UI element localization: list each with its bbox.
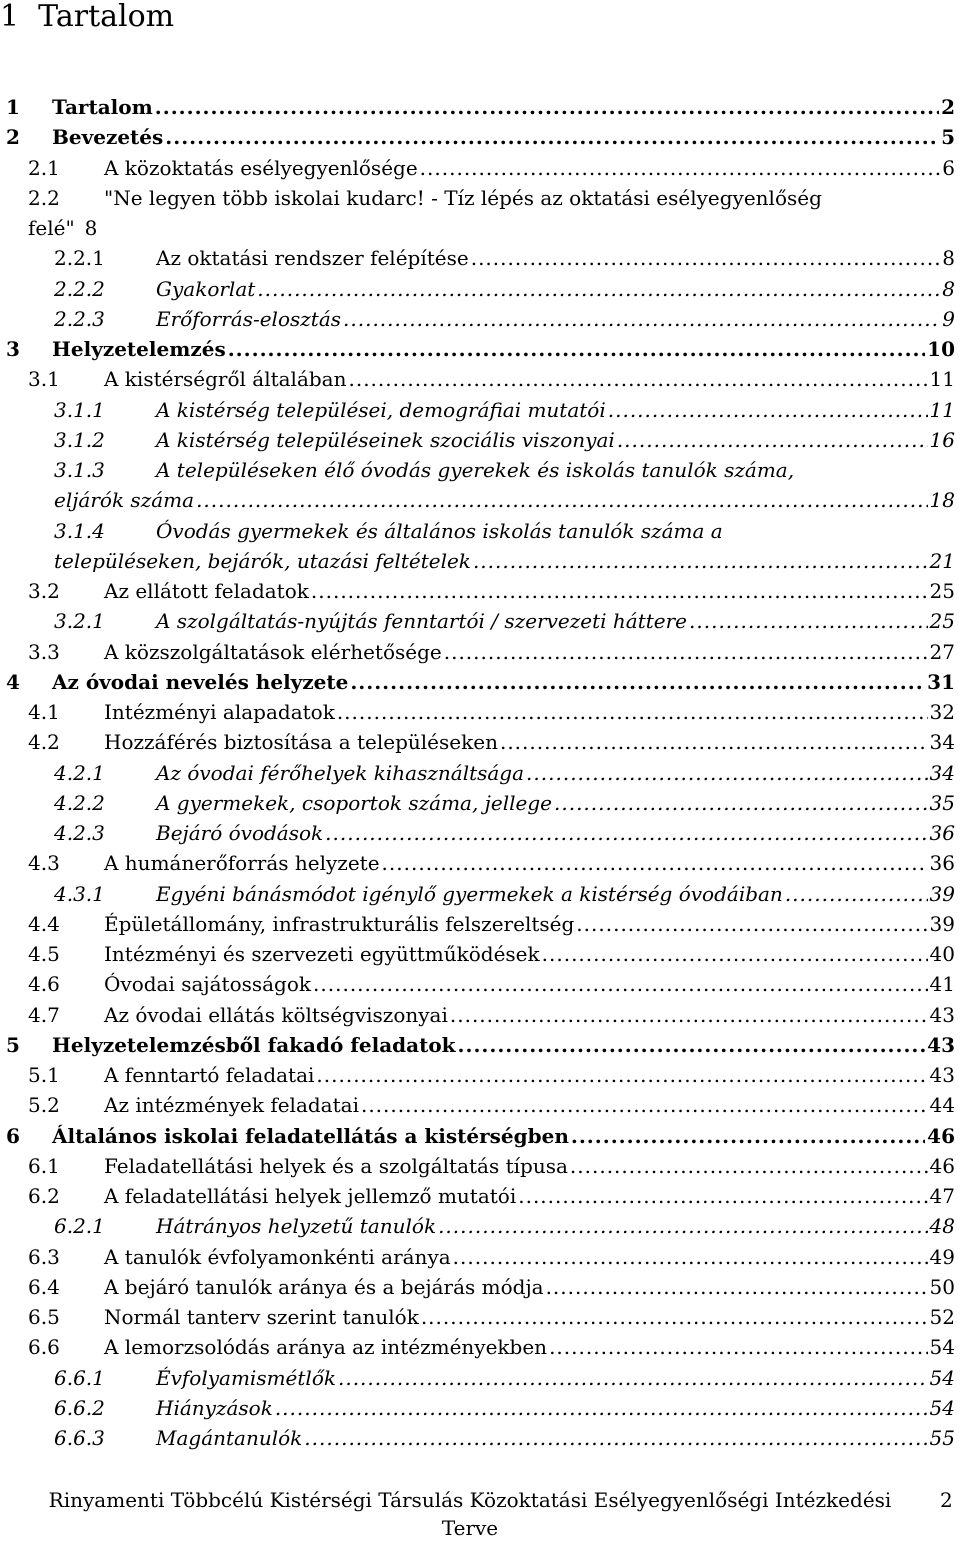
toc-entry-page: 36	[929, 821, 955, 845]
dot-leader	[450, 1000, 928, 1030]
toc-entry-title: Az ellátott feladatok	[104, 579, 309, 603]
toc-entry-title: Feladatellátási helyek és a szolgáltatás típusa	[104, 1153, 568, 1178]
toc-entry[interactable]	[0, 243, 960, 273]
toc-entry-title: A közszolgáltatások elérhetősége	[104, 639, 442, 664]
toc-entry[interactable]	[0, 153, 960, 183]
toc-entry-number: 3.1.2	[54, 427, 105, 452]
toc-entry-title: Óvodás gyermekek és általános iskolás tanulók száma a	[156, 518, 723, 543]
toc-entry-number: 2.2.1	[54, 246, 105, 271]
toc-entry-title: Helyzetelemzés	[52, 337, 226, 361]
toc-entry-title: eljárók száma	[54, 488, 195, 513]
toc-entry-page: 43	[927, 1032, 955, 1057]
toc-entry[interactable]	[0, 485, 960, 515]
toc-entry-title: Gyakorlat	[156, 276, 256, 301]
toc-entry-title: Hiányzások	[156, 1395, 273, 1420]
toc-entry[interactable]	[0, 304, 960, 334]
toc-entry-number: 2.2.2	[54, 276, 105, 301]
dot-leader	[350, 667, 925, 697]
table-of-contents	[0, 92, 960, 1453]
toc-entry-number: 6.6	[28, 1335, 60, 1360]
toc-entry-number: 6.2.1	[54, 1214, 105, 1239]
toc-entry-number: 3.1	[28, 367, 60, 392]
toc-entry-page: 10	[927, 337, 955, 361]
toc-entry-title: Magántanulók	[156, 1426, 303, 1450]
toc-entry[interactable]	[0, 1030, 960, 1060]
dot-leader	[453, 1242, 928, 1272]
toc-entry[interactable]	[0, 122, 960, 152]
toc-entry-page: 32	[929, 700, 955, 724]
toc-entry-number: 3	[6, 337, 20, 361]
toc-entry[interactable]	[0, 92, 960, 122]
toc-entry-number: 4.5	[28, 942, 60, 966]
dot-leader	[361, 1090, 928, 1120]
toc-entry-number: 2	[6, 125, 20, 150]
dot-leader	[554, 788, 928, 818]
toc-entry-page: 11	[929, 397, 955, 422]
toc-entry-title: A fenntartó feladatai	[104, 1063, 315, 1087]
toc-entry-title: Bevezetés	[52, 125, 164, 150]
toc-entry-title: A kistérségről általában	[104, 367, 347, 392]
dot-leader	[165, 122, 939, 152]
toc-entry[interactable]	[0, 606, 960, 636]
toc-entry-page: 16	[929, 427, 955, 452]
toc-entry-title: településeken, bejárók, utazási feltételek	[54, 548, 471, 573]
toc-entry-page: 41	[929, 972, 955, 997]
dot-leader	[325, 818, 927, 848]
toc-entry-page: 40	[929, 942, 955, 966]
toc-entry[interactable]	[0, 1423, 960, 1453]
toc-entry-title: A tanulók évfolyamonkénti aránya	[104, 1244, 451, 1269]
toc-entry-page: 43	[929, 1002, 955, 1027]
toc-entry[interactable]	[0, 1363, 960, 1393]
toc-entry-title: Az intézmények feladatai	[104, 1093, 359, 1118]
dot-leader	[500, 727, 928, 757]
toc-entry-number: 6.5	[28, 1305, 60, 1329]
toc-entry-page: 9	[942, 306, 955, 331]
toc-entry[interactable]	[0, 637, 960, 667]
toc-entry-page: 39	[929, 911, 955, 936]
toc-entry[interactable]	[0, 1393, 960, 1423]
toc-entry[interactable]	[0, 364, 960, 394]
dot-leader	[421, 1302, 928, 1332]
toc-entry-number: 6.2	[28, 1184, 60, 1208]
toc-entry[interactable]	[0, 213, 960, 243]
toc-entry-page: 34	[929, 760, 955, 785]
toc-entry-number: 1	[6, 95, 20, 119]
toc-entry[interactable]	[0, 758, 960, 788]
toc-entry-title: A feladatellátási helyek jellemző mutatói	[104, 1184, 517, 1208]
toc-entry-title: Az óvodai ellátás költségviszonyai	[104, 1002, 448, 1027]
dot-leader	[438, 1211, 927, 1241]
toc-entry-page: 48	[929, 1214, 955, 1239]
toc-entry[interactable]	[0, 274, 960, 304]
dot-leader	[608, 395, 928, 425]
toc-entry[interactable]	[0, 183, 960, 213]
toc-entry[interactable]	[0, 395, 960, 425]
toc-entry[interactable]	[0, 1000, 960, 1030]
toc-entry[interactable]	[0, 1090, 960, 1120]
page-title	[0, 0, 174, 34]
toc-entry-title: Általános iskolai feladatellátás a kistérségben	[52, 1123, 569, 1148]
toc-entry-title: Évfolyamismétlők	[156, 1365, 336, 1390]
toc-entry-page: 54	[929, 1335, 955, 1360]
toc-entry-number: 3.1.1	[54, 397, 105, 422]
toc-entry-title: Épületállomány, infrastrukturális felszereltség	[104, 911, 575, 936]
toc-entry-number: 4.1	[28, 700, 60, 724]
toc-entry-title: Hátrányos helyzetű tanulók	[156, 1214, 437, 1239]
dot-leader	[571, 1121, 925, 1151]
toc-entry-number: 6.6.1	[54, 1365, 105, 1390]
toc-entry-title: A közoktatás esélyegyenlősége	[104, 155, 418, 180]
toc-entry-page: 27	[929, 639, 955, 664]
toc-entry-number: 6.3	[28, 1244, 60, 1269]
toc-entry-number: 4.3.1	[54, 881, 105, 906]
dot-leader	[549, 1332, 927, 1362]
toc-entry-number: 4.3	[28, 851, 60, 876]
toc-entry-page: 34	[929, 730, 955, 755]
dot-leader	[304, 1423, 927, 1453]
toc-entry-page: 31	[927, 669, 955, 694]
toc-entry-number: 4.7	[28, 1002, 60, 1027]
toc-entry-page: 36	[929, 851, 955, 876]
dot-leader	[542, 939, 928, 969]
toc-entry-title: felé"	[28, 216, 75, 240]
toc-entry[interactable]	[0, 455, 960, 485]
toc-entry[interactable]	[0, 1211, 960, 1241]
toc-entry-page: 25	[929, 609, 955, 634]
toc-entry-page: 8	[942, 246, 955, 271]
toc-entry[interactable]	[0, 1121, 960, 1151]
toc-entry-number: 3.2.1	[54, 609, 105, 634]
toc-entry-number: 4.4	[28, 911, 60, 936]
toc-entry[interactable]	[0, 1242, 960, 1272]
toc-entry[interactable]	[0, 576, 960, 606]
toc-entry-page: 8	[84, 216, 98, 240]
dot-leader	[473, 546, 928, 576]
dot-leader	[228, 334, 925, 364]
dot-leader	[546, 1272, 928, 1302]
dot-leader	[311, 576, 928, 606]
toc-entry-number: 4.2.1	[54, 760, 105, 785]
toc-entry[interactable]	[0, 879, 960, 909]
toc-entry-title: Intézményi és szervezeti együttműködések	[104, 942, 540, 966]
toc-entry-number: 4.6	[28, 972, 60, 997]
toc-entry-title: Normál tanterv szerint tanulók	[104, 1305, 419, 1329]
toc-entry-number: 5	[6, 1032, 20, 1057]
toc-entry[interactable]	[0, 697, 960, 727]
toc-entry-page: 21	[929, 548, 955, 573]
toc-entry[interactable]	[0, 727, 960, 757]
toc-entry-page: 54	[929, 1365, 955, 1390]
toc-entry-page: 43	[929, 1063, 955, 1087]
toc-entry[interactable]	[0, 848, 960, 878]
toc-entry-number: 4	[6, 669, 20, 694]
toc-entry[interactable]	[0, 1272, 960, 1302]
toc-entry[interactable]	[0, 818, 960, 848]
dot-leader	[526, 758, 928, 788]
toc-entry-page: 6	[942, 155, 955, 180]
dot-leader	[257, 274, 940, 304]
toc-entry[interactable]	[0, 667, 960, 697]
toc-entry[interactable]	[0, 909, 960, 939]
toc-entry-title: Hozzáférés biztosítása a településeken	[104, 730, 498, 755]
toc-entry[interactable]	[0, 425, 960, 455]
toc-entry-page: 5	[941, 125, 955, 150]
toc-entry[interactable]	[0, 1151, 960, 1181]
toc-entry-number: 2.1	[28, 155, 60, 180]
toc-entry-title: A humánerőforrás helyzete	[104, 851, 380, 876]
toc-entry-title: Az óvodai nevelés helyzete	[52, 669, 349, 694]
toc-entry-page: 49	[929, 1244, 955, 1269]
toc-entry-page: 8	[942, 276, 955, 301]
toc-entry-number: 5.1	[28, 1063, 60, 1087]
toc-entry[interactable]	[0, 1302, 960, 1332]
toc-entry[interactable]	[0, 1181, 960, 1211]
toc-entry-title: A településeken élő óvodás gyerekek és iskolás tanulók száma,	[156, 458, 795, 482]
toc-entry-page: 50	[929, 1274, 955, 1299]
toc-entry-number: 6.1	[28, 1153, 60, 1178]
dot-leader	[576, 909, 927, 939]
toc-entry-page: 54	[929, 1395, 955, 1420]
dot-leader	[343, 304, 940, 334]
toc-entry-title: Az óvodai férőhelyek kihasználtsága	[156, 760, 525, 785]
toc-entry[interactable]	[0, 334, 960, 364]
toc-entry[interactable]	[0, 788, 960, 818]
toc-entry-number: 2.2.3	[54, 306, 105, 331]
dot-leader	[518, 1181, 927, 1211]
toc-entry-title: A lemorzsolódás aránya az intézményekben	[104, 1335, 548, 1360]
toc-entry-number: 5.2	[28, 1093, 60, 1118]
dot-leader	[420, 153, 941, 183]
dot-leader	[313, 969, 928, 999]
dot-leader	[471, 243, 941, 273]
toc-entry-title: Egyéni bánásmódot igénylő gyermekek a kistérség óvodáiban	[156, 881, 783, 906]
toc-entry-page: 35	[929, 790, 955, 815]
toc-entry-title: A kistérség települései, demográfiai mutatói	[156, 397, 606, 422]
toc-entry[interactable]	[0, 1060, 960, 1090]
dot-leader	[275, 1393, 928, 1423]
toc-entry-page: 2	[941, 95, 955, 119]
dot-leader	[155, 92, 939, 122]
toc-entry-title: Az oktatási rendszer felépítése	[156, 246, 469, 271]
toc-entry-number: 3.1.4	[54, 518, 105, 543]
dot-leader	[338, 1363, 928, 1393]
dot-leader	[337, 697, 928, 727]
toc-entry-number: 6	[6, 1123, 20, 1148]
toc-entry-number: 6.6.2	[54, 1395, 105, 1420]
toc-entry-page: 46	[927, 1123, 955, 1148]
toc-entry-number: 4.2	[28, 730, 60, 755]
dot-leader	[444, 637, 928, 667]
toc-entry-title: Helyzetelemzésből fakadó feladatok	[52, 1032, 456, 1057]
toc-entry-number: 4.2.3	[54, 821, 105, 845]
footer-text: Rinyamenti Többcélú Kistérségi Társulás Közoktatási Esélyegyenlőségi Intézkedési Terve	[48, 1488, 892, 1540]
toc-entry-number: 2.2	[28, 185, 60, 210]
toc-entry-page: 52	[929, 1305, 955, 1329]
dot-leader	[570, 1151, 928, 1181]
toc-entry-number: 6.4	[28, 1274, 60, 1299]
toc-entry-title: A kistérség településeinek szociális viszonyai	[156, 427, 615, 452]
toc-entry[interactable]	[0, 969, 960, 999]
toc-entry-title: A gyermekek, csoportok száma, jellege	[156, 790, 552, 815]
toc-entry[interactable]	[0, 546, 960, 576]
toc-entry-page: 25	[929, 579, 955, 603]
dot-leader	[382, 848, 928, 878]
dot-leader	[458, 1030, 926, 1060]
toc-entry-page: 39	[929, 881, 955, 906]
toc-entry-number: 3.3	[28, 639, 60, 664]
toc-entry-title: Tartalom	[52, 95, 153, 119]
heading-number: 1	[0, 0, 20, 34]
toc-entry-number: 4.2.2	[54, 790, 105, 815]
toc-entry[interactable]	[0, 516, 960, 546]
toc-entry[interactable]	[0, 939, 960, 969]
toc-entry-title: Intézményi alapadatok	[104, 700, 335, 724]
toc-entry-page: 55	[929, 1426, 955, 1450]
toc-entry-number: 3.2	[28, 579, 60, 603]
toc-entry-number: 3.1.3	[54, 458, 105, 482]
heading-title: Tartalom	[38, 0, 175, 34]
dot-leader	[689, 606, 928, 636]
toc-entry[interactable]	[0, 1332, 960, 1362]
toc-entry-page: 11	[929, 367, 955, 392]
toc-entry-page: 46	[929, 1153, 955, 1178]
toc-entry-title: A bejáró tanulók aránya és a bejárás módja	[104, 1274, 544, 1299]
toc-entry-title: A szolgáltatás-nyújtás fenntartói / szervezeti háttere	[156, 609, 688, 634]
toc-entry-number: 6.6.3	[54, 1426, 105, 1450]
toc-entry-page: 44	[929, 1093, 955, 1118]
toc-entry-title: "Ne legyen több iskolai kudarc! - Tíz lépés az oktatási esélyegyenlőség	[104, 185, 822, 210]
toc-entry-page: 18	[929, 488, 955, 513]
dot-leader	[348, 364, 927, 394]
toc-entry-title: Erőforrás-elosztás	[156, 306, 342, 331]
dot-leader	[617, 425, 928, 455]
toc-entry-page: 47	[929, 1184, 955, 1208]
dot-leader	[785, 879, 928, 909]
dot-leader	[196, 485, 927, 515]
toc-entry-title: Óvodai sajátosságok	[104, 972, 312, 997]
toc-entry-title: Bejáró óvodások	[156, 821, 324, 845]
footer-page-number: 2	[940, 1488, 953, 1512]
dot-leader	[316, 1060, 927, 1090]
